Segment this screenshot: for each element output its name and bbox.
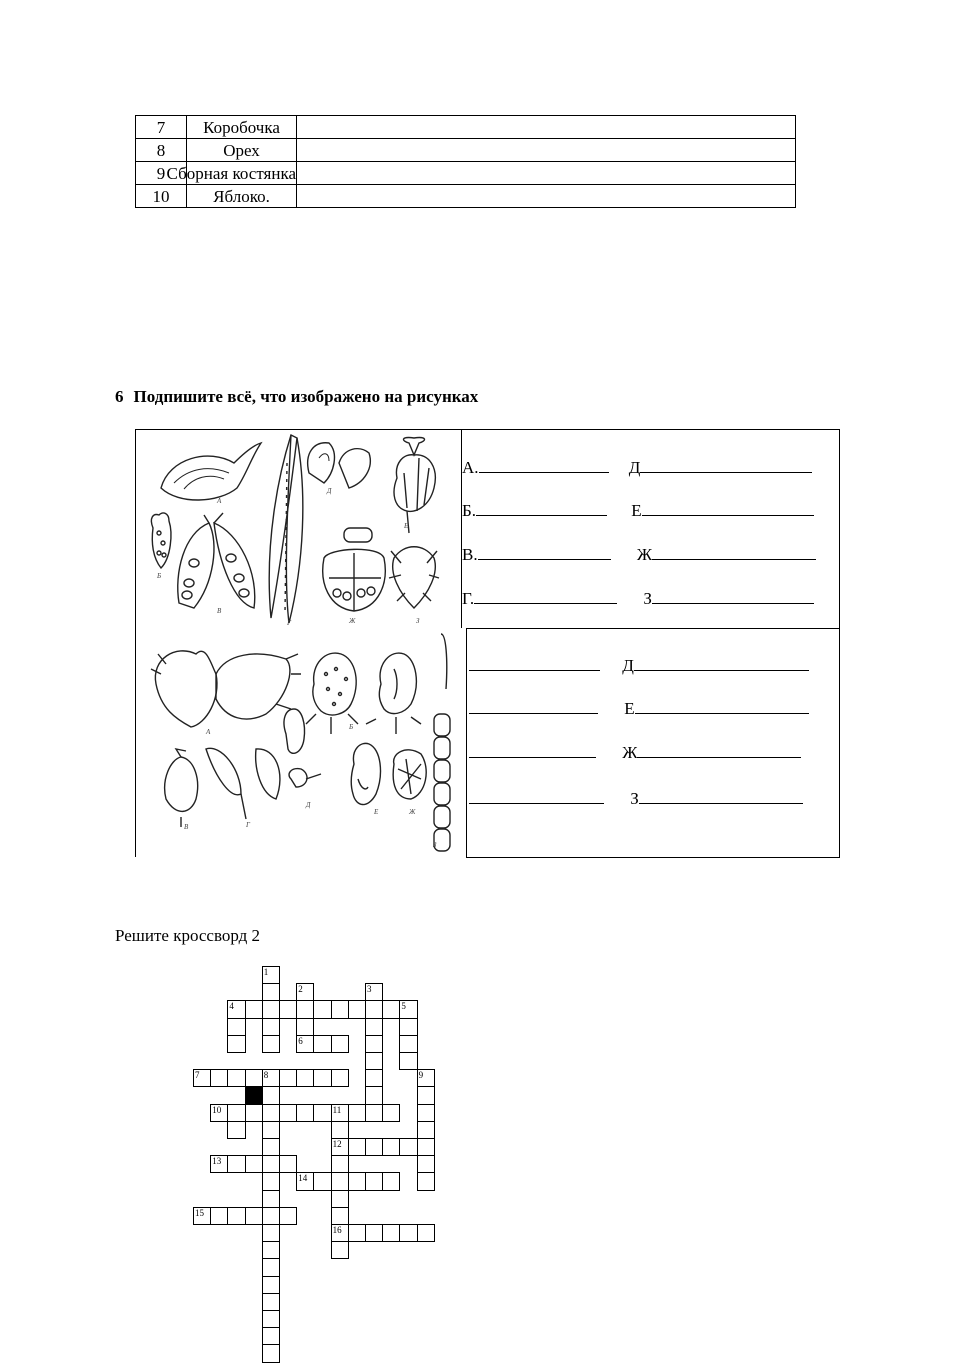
svg-text:А: А xyxy=(206,728,211,736)
crossword-clue-number: 4 xyxy=(229,1001,234,1012)
task-number: 6 xyxy=(115,387,124,406)
crossword-cell[interactable] xyxy=(227,1035,245,1053)
crossword-cell[interactable] xyxy=(365,1224,383,1242)
crossword-cell[interactable] xyxy=(348,1172,366,1190)
crossword-cell[interactable] xyxy=(262,1086,280,1104)
task-title xyxy=(115,387,478,407)
crossword-cell[interactable] xyxy=(417,1121,435,1139)
crossword-cell[interactable] xyxy=(262,1293,280,1311)
crossword-cell[interactable] xyxy=(262,1258,280,1276)
crossword-cell[interactable] xyxy=(262,1121,280,1139)
svg-text:Д: Д xyxy=(327,487,332,495)
crossword-cell[interactable] xyxy=(331,1138,349,1156)
crossword-cell[interactable] xyxy=(296,1104,314,1122)
crossword-cell[interactable] xyxy=(262,1224,280,1242)
answer-line[interactable] xyxy=(474,587,617,604)
crossword-cell[interactable] xyxy=(262,1327,280,1345)
crossword-cell[interactable] xyxy=(262,966,280,984)
row-number: 7 xyxy=(136,116,187,139)
crossword-clue-number: 10 xyxy=(212,1104,222,1115)
label-row-bottom-1: Д xyxy=(469,654,809,676)
crossword-cell[interactable] xyxy=(262,1035,280,1053)
svg-text:З: З xyxy=(416,617,420,625)
crossword-cell[interactable] xyxy=(331,1241,349,1259)
crossword-cell[interactable] xyxy=(417,1155,435,1173)
crossword-cell[interactable] xyxy=(296,1035,314,1053)
svg-text:Е: Е xyxy=(374,808,379,816)
crossword-cell[interactable] xyxy=(365,1086,383,1104)
crossword-cell[interactable] xyxy=(296,1018,314,1036)
crossword-cell[interactable] xyxy=(382,1172,400,1190)
crossword-cell[interactable] xyxy=(313,1069,331,1087)
crossword-cell[interactable] xyxy=(382,1104,400,1122)
crossword-cell[interactable] xyxy=(227,1069,245,1087)
crossword-cell[interactable] xyxy=(262,1190,280,1208)
crossword-cell[interactable] xyxy=(210,1207,228,1225)
crossword-cell[interactable] xyxy=(227,1018,245,1036)
answer-line[interactable] xyxy=(469,741,596,758)
label-row-bottom-4: З xyxy=(469,787,803,809)
svg-text:Г: Г xyxy=(287,619,291,627)
crossword-cell[interactable] xyxy=(262,1000,280,1018)
crossword-clue-number: 15 xyxy=(195,1207,204,1218)
crossword-cell[interactable] xyxy=(348,1000,366,1018)
crossword-cell[interactable] xyxy=(348,1224,366,1242)
crossword-cell[interactable] xyxy=(331,1172,349,1190)
crossword-cell[interactable] xyxy=(348,1104,366,1122)
crossword-cell[interactable] xyxy=(262,1276,280,1294)
crossword-cell[interactable] xyxy=(262,1155,280,1173)
crossword-cell[interactable] xyxy=(313,1172,331,1190)
crossword-clue-number: 7 xyxy=(195,1070,200,1081)
svg-text:Д: Д xyxy=(306,801,311,809)
crossword-cell[interactable] xyxy=(193,1207,211,1225)
crossword-cell[interactable] xyxy=(365,1138,383,1156)
crossword-cell[interactable] xyxy=(331,1000,349,1018)
answer-line[interactable] xyxy=(640,456,812,473)
answer-line[interactable] xyxy=(478,543,611,560)
crossword-clue-number: 14 xyxy=(298,1173,308,1184)
fruit-name: Коробочка xyxy=(187,116,297,139)
crossword-cell[interactable] xyxy=(245,1207,263,1225)
crossword-cell[interactable] xyxy=(227,1000,245,1018)
crossword-cell[interactable] xyxy=(382,1138,400,1156)
svg-text:Г: Г xyxy=(246,821,250,829)
crossword-cell[interactable] xyxy=(262,1104,280,1122)
answer-line[interactable] xyxy=(635,697,809,714)
crossword-clue-number: 13 xyxy=(212,1156,222,1167)
label-row-a: А. Д xyxy=(462,456,812,478)
crossword-clue-number: 12 xyxy=(332,1139,342,1149)
crossword-cell[interactable] xyxy=(296,1000,314,1018)
crossword-cell[interactable] xyxy=(417,1224,435,1242)
crossword-clue-number: 6 xyxy=(298,1035,303,1046)
crossword-black-cell xyxy=(245,1086,263,1104)
crossword-clue-number: 1 xyxy=(263,967,269,977)
crossword-cell[interactable] xyxy=(210,1155,228,1173)
task-text: Подпишите всё, что изображено на рисунках xyxy=(133,387,479,406)
crossword-cell[interactable] xyxy=(262,1344,280,1362)
crossword-cell[interactable] xyxy=(399,1052,417,1070)
crossword-cell[interactable] xyxy=(262,983,280,1001)
answer-line[interactable] xyxy=(469,654,600,671)
crossword-title: Решите кроссворд 2 xyxy=(115,926,261,945)
label-row-bottom-3: Ж xyxy=(469,741,801,763)
crossword-cell[interactable] xyxy=(296,983,314,1001)
crossword-cell[interactable] xyxy=(331,1207,349,1225)
crossword-cell[interactable] xyxy=(227,1207,245,1225)
row-number: 8 xyxy=(136,139,187,162)
crossword-clue-number: 11 xyxy=(332,1104,342,1115)
crossword-clue-number: 9 xyxy=(418,1070,424,1081)
crossword-cell[interactable] xyxy=(331,1069,349,1087)
crossword-cell[interactable] xyxy=(365,1035,383,1053)
answer-cell[interactable] xyxy=(297,162,796,185)
crossword-cell[interactable] xyxy=(210,1104,228,1122)
crossword-cell[interactable] xyxy=(279,1069,297,1087)
crossword-cell[interactable] xyxy=(331,1155,349,1173)
crossword-cell[interactable] xyxy=(313,1104,331,1122)
answer-cell[interactable] xyxy=(297,185,796,208)
answer-line[interactable] xyxy=(652,587,814,604)
crossword-cell[interactable] xyxy=(262,1018,280,1036)
fruit-table xyxy=(135,115,796,208)
crossword-cell[interactable] xyxy=(262,1207,280,1225)
crossword-cell[interactable] xyxy=(193,1069,211,1087)
crossword-cell[interactable] xyxy=(262,1241,280,1259)
fruit-drawing-bottom xyxy=(136,629,466,857)
crossword-cell[interactable] xyxy=(227,1155,245,1173)
crossword-cell[interactable] xyxy=(417,1086,435,1104)
crossword-cell[interactable] xyxy=(417,1069,435,1087)
answer-cell[interactable] xyxy=(297,139,796,162)
crossword-cell[interactable] xyxy=(262,1069,280,1087)
svg-text:Б: Б xyxy=(349,723,354,731)
label-row-g: Г. З xyxy=(462,587,814,609)
fruit-name: Сборная костянка xyxy=(166,163,296,183)
crossword-cell[interactable] xyxy=(365,1052,383,1070)
svg-text:Е: Е xyxy=(404,522,409,530)
answer-line[interactable] xyxy=(642,499,814,516)
crossword-cell[interactable] xyxy=(365,1000,383,1018)
crossword-cell[interactable] xyxy=(331,1035,349,1053)
svg-text:Б: Б xyxy=(157,572,162,580)
row-number: 9 xyxy=(136,162,187,185)
crossword-cell[interactable] xyxy=(245,1155,263,1173)
crossword-cell[interactable] xyxy=(399,1018,417,1036)
svg-text:В: В xyxy=(217,607,222,615)
svg-text:З: З xyxy=(433,841,437,849)
crossword-clue-number: 3 xyxy=(367,984,372,995)
crossword-cell[interactable] xyxy=(262,1138,280,1156)
table-row xyxy=(136,139,796,162)
answer-line[interactable] xyxy=(639,787,803,804)
answer-line[interactable] xyxy=(469,697,598,714)
answer-line[interactable] xyxy=(634,654,809,671)
crossword-cell[interactable] xyxy=(399,1138,417,1156)
crossword-cell[interactable] xyxy=(399,1224,417,1242)
crossword-cell[interactable] xyxy=(365,1018,383,1036)
crossword-cell[interactable] xyxy=(296,1069,314,1087)
svg-text:А: А xyxy=(217,497,222,505)
crossword-cell[interactable] xyxy=(262,1172,280,1190)
crossword-cell[interactable] xyxy=(245,1104,263,1122)
answer-line[interactable] xyxy=(637,741,801,758)
crossword-cell[interactable] xyxy=(279,1000,297,1018)
crossword-cell[interactable] xyxy=(365,1069,383,1087)
answer-line[interactable] xyxy=(479,456,609,473)
crossword-cell[interactable] xyxy=(296,1172,314,1190)
label-row-b: Б. Е xyxy=(462,499,814,521)
crossword-cell[interactable] xyxy=(279,1104,297,1122)
crossword-cell[interactable] xyxy=(279,1207,297,1225)
crossword-cell[interactable] xyxy=(331,1190,349,1208)
crossword-cell[interactable] xyxy=(313,1035,331,1053)
crossword-cell[interactable] xyxy=(210,1069,228,1087)
crossword-cell[interactable] xyxy=(417,1104,435,1122)
answer-line[interactable] xyxy=(652,543,816,560)
crossword-cell[interactable] xyxy=(365,1172,383,1190)
crossword-cell[interactable] xyxy=(227,1121,245,1139)
crossword-cell[interactable] xyxy=(331,1104,349,1122)
svg-text:Ж: Ж xyxy=(409,808,416,816)
crossword-clue-number: 5 xyxy=(401,1001,406,1012)
crossword-cell[interactable] xyxy=(279,1155,297,1173)
crossword-cell[interactable] xyxy=(365,1104,383,1122)
fruit-drawing-top xyxy=(139,433,459,627)
table-row xyxy=(136,116,796,139)
fruit-name: Орех xyxy=(187,139,297,162)
crossword-cell[interactable] xyxy=(331,1121,349,1139)
crossword-cell[interactable] xyxy=(417,1138,435,1156)
crossword-cell[interactable] xyxy=(382,1000,400,1018)
crossword-cell[interactable] xyxy=(245,1000,263,1018)
crossword-cell[interactable] xyxy=(399,1000,417,1018)
crossword-cell[interactable] xyxy=(365,983,383,1001)
label-row-v: В. Ж xyxy=(462,543,816,565)
row-number: 10 xyxy=(136,185,187,208)
crossword-cell[interactable] xyxy=(382,1224,400,1242)
table-row xyxy=(136,185,796,208)
svg-text:Ж: Ж xyxy=(349,617,356,625)
crossword-cell[interactable] xyxy=(417,1172,435,1190)
crossword-cell[interactable] xyxy=(348,1138,366,1156)
table-row xyxy=(136,162,796,185)
crossword-cell[interactable] xyxy=(245,1069,263,1087)
svg-text:В: В xyxy=(184,823,189,831)
crossword-clue-number: 16 xyxy=(332,1225,342,1235)
crossword-cell[interactable] xyxy=(331,1224,349,1242)
crossword-cell[interactable] xyxy=(227,1104,245,1122)
label-row-bottom-2: Е xyxy=(469,697,809,719)
crossword-cell[interactable] xyxy=(399,1035,417,1053)
answer-cell[interactable] xyxy=(297,116,796,139)
crossword-clue-number: 8 xyxy=(263,1070,269,1081)
picture-task-box xyxy=(135,429,839,857)
crossword-clue-number: 2 xyxy=(298,984,303,995)
answer-line[interactable] xyxy=(476,499,607,516)
answer-line[interactable] xyxy=(469,787,604,804)
crossword-cell[interactable] xyxy=(262,1310,280,1328)
crossword-cell[interactable] xyxy=(313,1000,331,1018)
fruit-name: Яблоко. xyxy=(187,185,297,208)
